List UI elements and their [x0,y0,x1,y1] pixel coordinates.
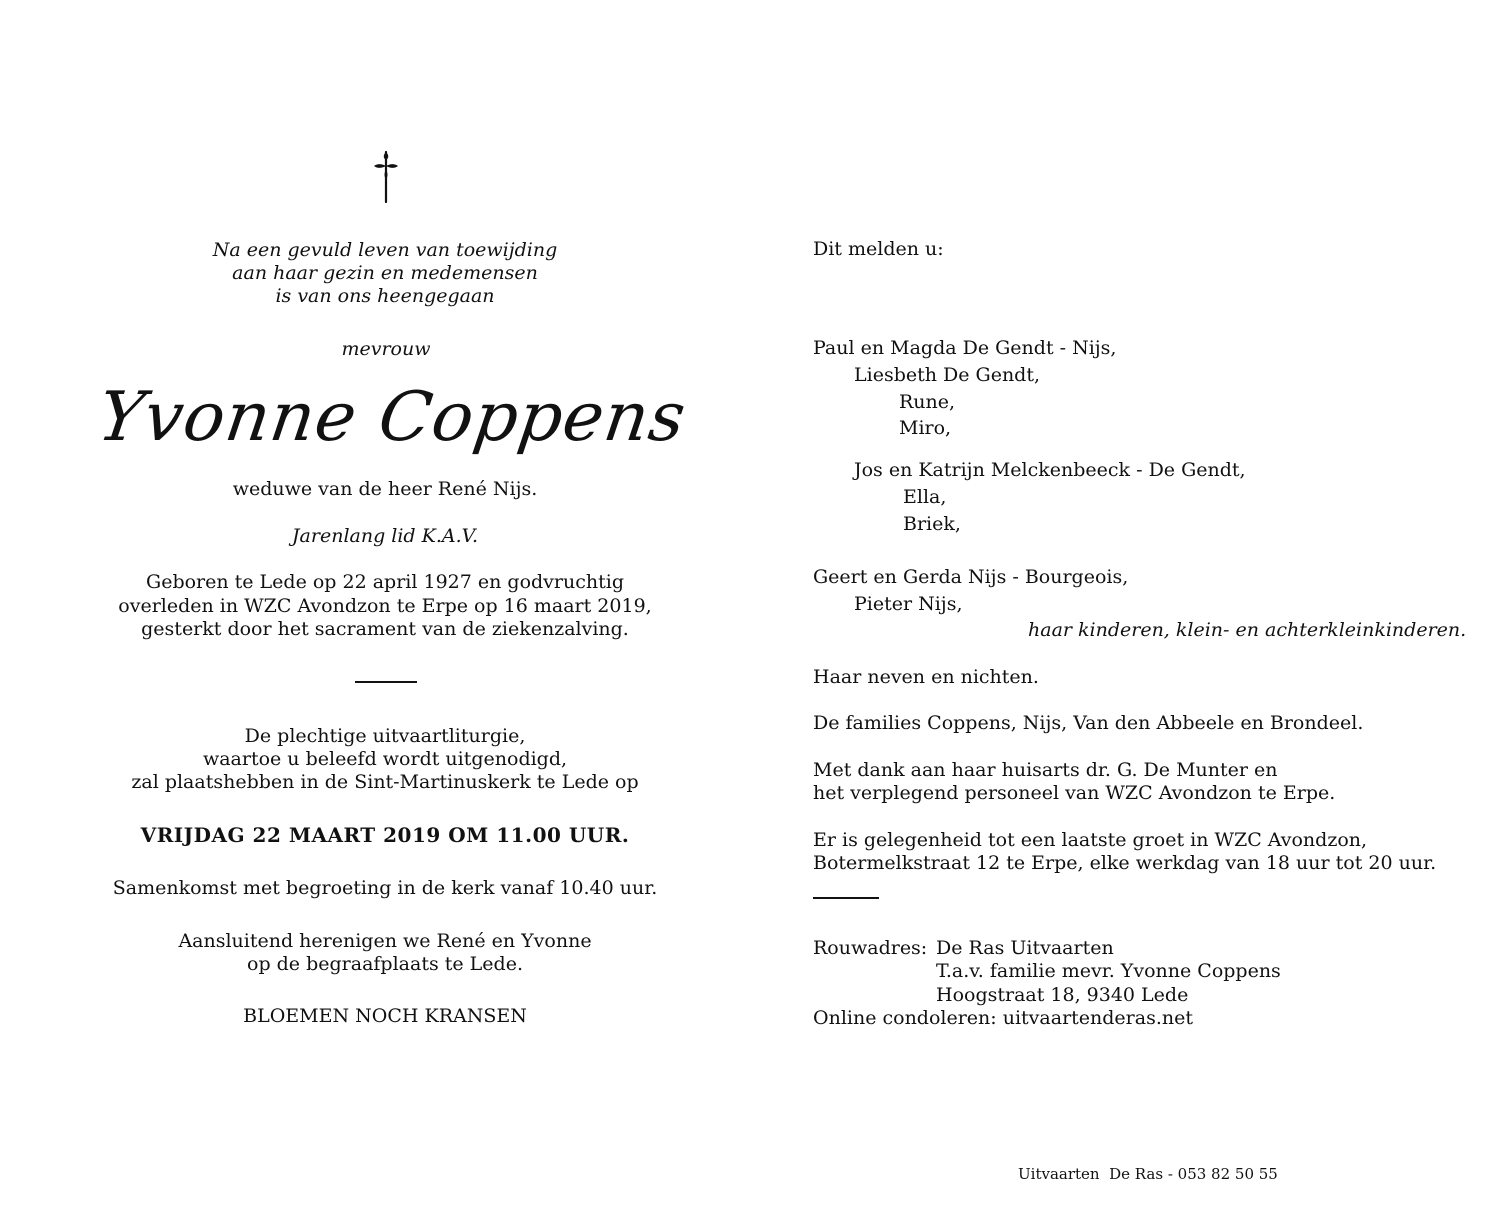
thanks-line-2: het verplegend personeel van WZC Avondzon te Erpe. [813,782,1336,804]
burial-line-2: op de begraafplaats te Lede. [247,953,523,975]
family2-line-2: Ella, [903,486,947,508]
thanks-line-1: Met dank aan haar huisarts dr. G. De Munter en [813,759,1278,781]
gathering-line: Samenkomst met begroeting in de kerk vanaf 10.40 uur. [112,877,658,899]
family1-line-2: Liesbeth De Gendt, [854,364,1041,386]
membership-line: Jarenlang lid K.A.V. [291,525,479,547]
family1-line-1: Paul en Magda De Gendt - Nijs, [813,337,1117,359]
liturgy-line-3: zal plaatshebben in de Sint-Martinuskerk te Lede op [131,771,639,793]
family3-line-2: Pieter Nijs, [854,593,963,615]
deceased-name [93,378,691,458]
visit-line-2: Botermelkstraat 12 te Erpe, elke werkdag van 18 uur tot 20 uur. [813,852,1437,874]
intro-line-1: Na een gevuld leven van toewijding [212,239,558,261]
address-label: Rouwadres: [813,937,928,959]
family2-line-1: Jos en Katrijn Melckenbeeck - De Gendt, [854,459,1246,481]
birth-death-line-3: gesterkt door het sacrament van de ziekenzalving. [141,618,629,640]
address-line-2: T.a.v. familie mevr. Yvonne Coppens [936,960,1281,982]
online-condolence: Online condoleren: uitvaartenderas.net [813,1007,1193,1029]
birth-death-line-1: Geboren te Lede op 22 april 1927 en godvruchtig [146,571,624,593]
intro-line-3: is van ons heengegaan [275,285,495,307]
relation-line: haar kinderen, klein- en achterkleinkinderen. [1028,619,1467,641]
title-mevrouw: mevrouw [341,338,431,360]
address-line-3: Hoogstraat 18, 9340 Lede [936,984,1189,1006]
announce-line: Dit melden u: [813,238,944,260]
funeral-date: VRIJDAG 22 MAART 2019 OM 11.00 UUR. [140,823,630,847]
intro-line-2: aan haar gezin en medemensen [232,262,538,284]
family1-line-3: Rune, [899,391,956,413]
visit-line-1: Er is gelegenheid tot een laatste groet in WZC Avondzon, [813,829,1368,851]
widow-line: weduwe van de heer René Nijs. [232,478,538,500]
section-divider-right [813,897,879,899]
footer-undertaker: Uitvaarten De Ras - 053 82 50 55 [1018,1165,1278,1183]
cross-icon [370,150,402,204]
address-line-1: De Ras Uitvaarten [936,937,1114,959]
burial-line-1: Aansluitend herenigen we René en Yvonne [178,930,592,952]
flowers-note: BLOEMEN NOCH KRANSEN [243,1005,527,1027]
family1-line-4: Miro, [899,417,952,439]
liturgy-line-2: waartoe u beleefd wordt uitgenodigd, [202,748,568,770]
section-divider-left [355,681,417,683]
liturgy-line-1: De plechtige uitvaartliturgie, [244,725,526,747]
family3-line-1: Geert en Gerda Nijs - Bourgeois, [813,566,1129,588]
birth-death-line-2: overleden in WZC Avondzon te Erpe op 16 maart 2019, [118,595,652,617]
cousins-line: Haar neven en nichten. [813,666,1039,688]
family2-line-3: Briek, [903,513,961,535]
families-line: De families Coppens, Nijs, Van den Abbeele en Brondeel. [813,712,1364,734]
deceased-name-text: Yvonne Coppens [93,378,691,457]
